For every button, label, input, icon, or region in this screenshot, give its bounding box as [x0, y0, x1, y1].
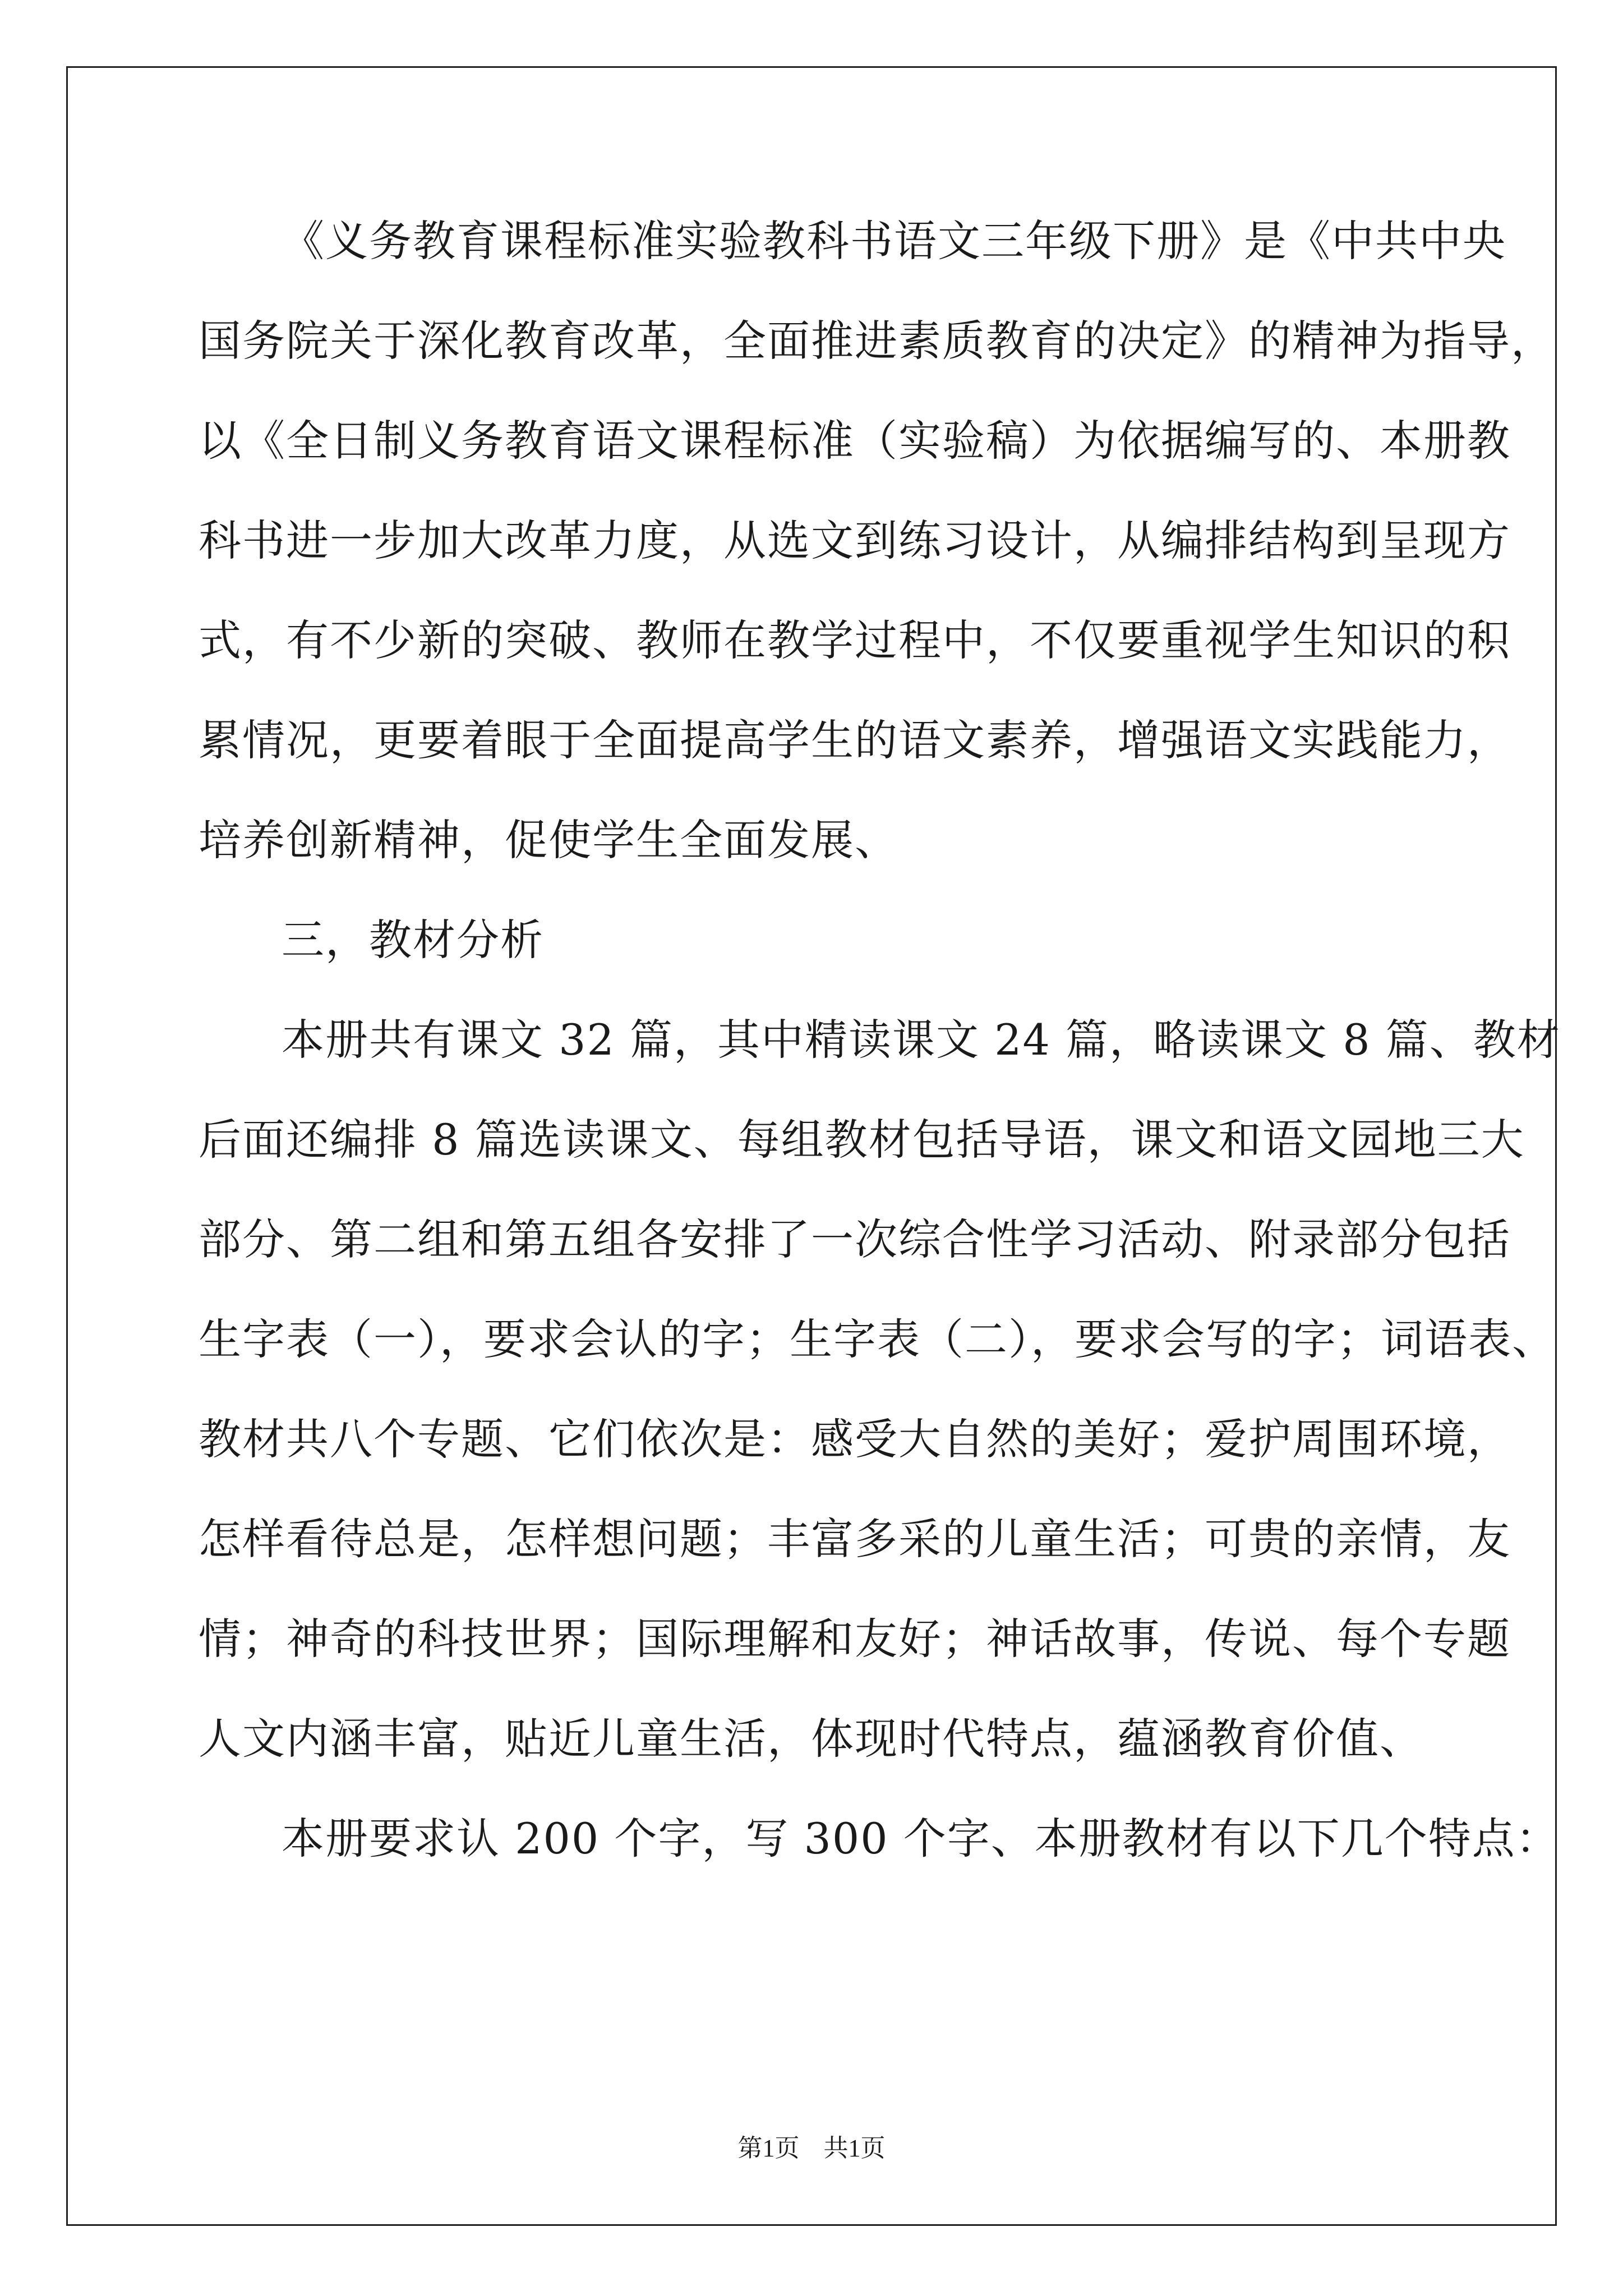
text-line: 本册要求认 200 个字，写 300 个字、本册教材有以下几个特点： [282, 1814, 1560, 1864]
text-line: 情；神奇的科技世界；国际理解和友好；神话故事，传说、每个专题 [199, 1614, 1511, 1664]
text-line: 怎样看待总是，怎样想问题；丰富多采的儿童生活；可贵的亲情，友 [199, 1514, 1511, 1564]
text-line: 本册共有课文 32 篇，其中精读课文 24 篇，略读课文 8 篇、教材 [282, 1015, 1561, 1065]
text-line: 部分、第二组和第五组各安排了一次综合性学习活动、附录部分包括 [199, 1214, 1511, 1264]
text-line: 教材共八个专题、它们依次是：感受大自然的美好；爱护周围环境， [199, 1414, 1511, 1464]
page-number: 第1页 [737, 2134, 800, 2162]
text-line: 科书进一步加大改革力度，从选文到练习设计，从编排结构到呈现方 [199, 516, 1511, 565]
text-line: 以《全日制义务教育语文课程标准（实验稿）为依据编写的、本册教 [199, 416, 1511, 466]
text-line: 人文内涵丰富，贴近儿童生活，体现时代特点，蕴涵教育价值、 [199, 1714, 1423, 1764]
text-line: 后面还编排 8 篇选读课文、每组教材包括导语，课文和语文园地三大 [199, 1115, 1525, 1165]
text-line: 培养创新精神，促使学生全面发展、 [199, 815, 898, 865]
section-heading: 三，教材分析 [282, 915, 544, 965]
page-total: 共1页 [823, 2134, 886, 2162]
page-footer [0, 2132, 1623, 2165]
text-line: 《义务教育课程标准实验教科书语文三年级下册》是《中共中央 [282, 216, 1506, 266]
text-line: 生字表（一），要求会认的字；生字表（二），要求会写的字；词语表、 [199, 1314, 1556, 1364]
text-line: 国务院关于深化教育改革，全面推进素质教育的决定》的精神为指导， [199, 316, 1555, 366]
text-line: 式，有不少新的突破、教师在教学过程中，不仅要重视学生知识的积 [199, 615, 1511, 665]
text-line: 累情况，更要着眼于全面提高学生的语文素养，增强语文实践能力， [199, 715, 1511, 765]
